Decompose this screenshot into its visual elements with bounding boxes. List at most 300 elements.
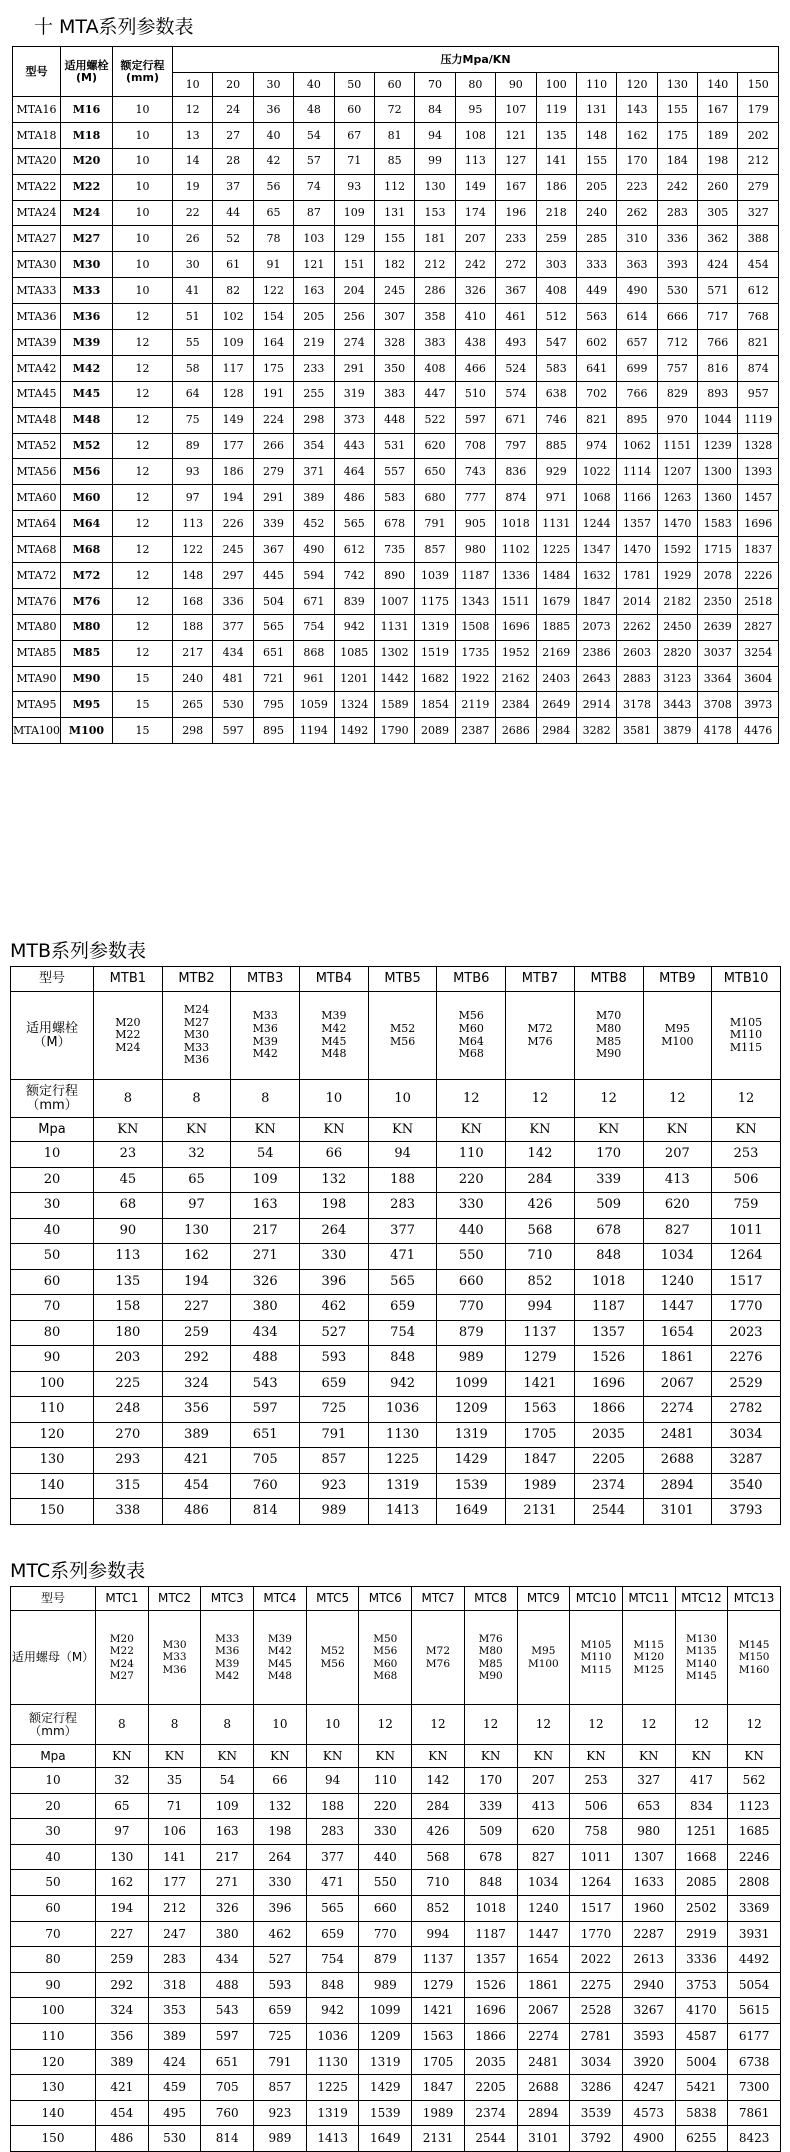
mta-model-cell: MTA36 [13, 304, 61, 330]
mtb-bolt-size: M33 [183, 1040, 210, 1054]
mta-force-cell: 448 [374, 407, 414, 433]
mtc-force-cell: 283 [148, 1947, 201, 1973]
mta-force-cell: 2226 [738, 563, 779, 589]
mta-force-cell: 438 [455, 330, 495, 356]
mta-force-cell: 571 [698, 278, 738, 304]
mtc-force-cell: 923 [254, 2100, 307, 2126]
mtc-force-cell: 1633 [622, 1870, 675, 1896]
table-row [11, 1921, 781, 1947]
mtc-bolt-size: M145 [738, 1639, 770, 1652]
mta-model-cell: MTA18 [13, 122, 61, 148]
mta-force-cell: 821 [738, 330, 779, 356]
mtb-force-cell: 2688 [643, 1448, 712, 1474]
mta-force-cell: 162 [617, 122, 657, 148]
mtb-mpa-cell: 140 [11, 1473, 94, 1499]
mtc-bolt-cell [570, 1611, 623, 1705]
mta-model-cell: MTA24 [13, 200, 61, 226]
mtb-force-cell: 660 [437, 1269, 506, 1295]
mta-force-cell: 1360 [698, 485, 738, 511]
mta-force-cell: 26 [173, 226, 213, 252]
mtb-unit-cell: KN [300, 1118, 369, 1142]
mtb-mpa-cell: 60 [11, 1269, 94, 1295]
mtc-force-cell: 3336 [675, 1947, 728, 1973]
mtc-bolt-size: M85 [478, 1657, 503, 1670]
mtc-force-cell: 678 [464, 1844, 517, 1870]
mtb-bolt-size: M95 [664, 1021, 690, 1035]
mta-force-cell: 486 [334, 485, 374, 511]
mta-force-cell: 1225 [536, 537, 576, 563]
mtc-force-cell: 1251 [675, 1819, 728, 1845]
mta-pressure-cell: 70 [415, 73, 455, 97]
mtb-force-cell: 1034 [643, 1244, 712, 1270]
mta-force-cell: 2014 [617, 588, 657, 614]
table-row [13, 511, 779, 537]
mtb-stroke-cell: 12 [712, 1080, 781, 1118]
mta-force-cell: 1263 [657, 485, 697, 511]
table-row [11, 1295, 781, 1321]
mta-stroke-cell: 10 [113, 122, 173, 148]
mtb-force-cell: 356 [162, 1397, 231, 1423]
mtc-force-cell: 380 [201, 1921, 254, 1947]
mta-force-cell: 194 [213, 485, 253, 511]
mta-force-cell: 122 [173, 537, 213, 563]
mta-force-cell: 78 [253, 226, 293, 252]
mtc-force-cell: 3034 [570, 2049, 623, 2075]
mta-force-cell: 1119 [738, 407, 779, 433]
mta-force-cell: 434 [213, 640, 253, 666]
mta-force-cell: 163 [294, 278, 334, 304]
mtb-bolt-size: M39 [321, 1009, 347, 1023]
mtc-force-cell: 4247 [622, 2075, 675, 2101]
mtc-bolt-cell [148, 1611, 201, 1705]
mtc-unit-cell: KN [464, 1745, 517, 1768]
mtc-bolt-cell [254, 1611, 307, 1705]
table-row [13, 252, 779, 278]
mtc-bolt-cell [517, 1611, 570, 1705]
mtc-force-cell: 1770 [570, 1921, 623, 1947]
mta-pressure-cell: 110 [576, 73, 616, 97]
mtc-bolt-size: M27 [109, 1669, 134, 1682]
mta-force-cell: 367 [253, 537, 293, 563]
mta-force-cell: 207 [455, 226, 495, 252]
mtb-force-cell: 170 [574, 1142, 643, 1168]
mtb-bolt-size: M80 [596, 1021, 622, 1035]
mtb-force-cell: 1861 [643, 1346, 712, 1372]
mtb-mpa-cell: 90 [11, 1346, 94, 1372]
mtc-force-cell: 2481 [517, 2049, 570, 2075]
mta-force-cell: 1682 [415, 666, 455, 692]
mtb-force-cell: 509 [574, 1193, 643, 1219]
mta-pressure-cell: 90 [496, 73, 536, 97]
mtc-force-cell: 162 [96, 1870, 149, 1896]
mta-force-cell: 14 [173, 148, 213, 174]
mta-force-cell: 129 [334, 226, 374, 252]
mtc-force-cell: 7300 [728, 2075, 781, 2101]
mta-force-cell: 895 [253, 718, 293, 744]
mtb-model-cell: MTB6 [437, 967, 506, 992]
mtb-unit-cell: KN [643, 1118, 712, 1142]
mta-force-cell: 1519 [415, 640, 455, 666]
mtc-bolt-size: M150 [738, 1651, 770, 1664]
mtb-force-cell: 284 [506, 1167, 575, 1193]
mta-force-cell: 1847 [576, 588, 616, 614]
mta-pressure-cell: 80 [455, 73, 495, 97]
mtc-stroke-cell: 12 [412, 1705, 465, 1745]
mtc-force-cell: 770 [359, 1921, 412, 1947]
mta-stroke-cell: 12 [113, 330, 173, 356]
mtb-stroke-cell: 12 [574, 1080, 643, 1118]
mtb-force-cell: 434 [231, 1320, 300, 1346]
mtb-force-cell: 568 [506, 1218, 575, 1244]
mtc-force-cell: 110 [359, 1768, 412, 1794]
mtc-model-cell: MTC5 [306, 1587, 359, 1611]
mtb-model-cell: MTB10 [712, 967, 781, 992]
mtc-force-cell: 758 [570, 1819, 623, 1845]
table-row [11, 1269, 781, 1295]
mtc-force-cell: 3101 [517, 2126, 570, 2152]
mtc-force-cell: 1357 [464, 1947, 517, 1973]
mtc-mpa-cell: 80 [11, 1947, 96, 1973]
mtb-model-cell: MTB4 [300, 967, 369, 992]
mtb-force-cell: 396 [300, 1269, 369, 1295]
mta-force-cell: 196 [496, 200, 536, 226]
mtb-unit-cell: KN [94, 1118, 163, 1142]
mta-model-cell: MTA48 [13, 407, 61, 433]
mtc-force-cell: 271 [201, 1870, 254, 1896]
mtc-mpa-cell: 100 [11, 1998, 96, 2024]
mtb-force-cell: 330 [437, 1193, 506, 1219]
mta-force-cell: 198 [698, 148, 738, 174]
mta-force-cell: 905 [455, 511, 495, 537]
mta-header-row [13, 47, 779, 73]
table-row [13, 485, 779, 511]
mtc-force-cell: 1099 [359, 1998, 412, 2024]
mtb-force-cell: 421 [162, 1448, 231, 1474]
mtb-force-cell: 326 [231, 1269, 300, 1295]
mtb-force-cell: 1319 [368, 1473, 437, 1499]
mtb-force-cell: 1011 [712, 1218, 781, 1244]
mta-force-cell: 597 [455, 407, 495, 433]
mtc-force-cell: 827 [517, 1844, 570, 1870]
mta-force-cell: 651 [253, 640, 293, 666]
mtc-force-cell: 848 [306, 1972, 359, 1998]
mta-force-cell: 72 [374, 97, 414, 123]
mta-force-cell: 874 [496, 485, 536, 511]
mta-force-cell: 202 [738, 122, 779, 148]
mta-stroke-cell: 12 [113, 563, 173, 589]
mtc-unit-cell: KN [254, 1745, 307, 1768]
mta-force-cell: 3581 [617, 718, 657, 744]
mta-force-cell: 1207 [657, 459, 697, 485]
mta-bolt-cell: M27 [61, 226, 113, 252]
mta-force-cell: 1151 [657, 433, 697, 459]
mta-force-cell: 218 [536, 200, 576, 226]
mtb-model-cell: MTB8 [574, 967, 643, 992]
mtc-force-cell: 1866 [464, 2023, 517, 2049]
mta-force-cell: 75 [173, 407, 213, 433]
mtc-force-cell: 879 [359, 1947, 412, 1973]
mta-force-cell: 383 [415, 330, 455, 356]
mtb-force-cell: 45 [94, 1167, 163, 1193]
mtc-force-cell: 284 [412, 1793, 465, 1819]
mtb-force-cell: 271 [231, 1244, 300, 1270]
mtc-force-cell: 488 [201, 1972, 254, 1998]
mtc-force-cell: 2287 [622, 1921, 675, 1947]
mtb-bolt-size: M20 [115, 1015, 141, 1029]
mta-force-cell: 255 [294, 381, 334, 407]
mtc-force-cell: 377 [306, 1844, 359, 1870]
mta-force-cell: 119 [536, 97, 576, 123]
mta-model-cell: MTA80 [13, 614, 61, 640]
mta-force-cell: 678 [374, 511, 414, 537]
mta-stroke-cell: 12 [113, 407, 173, 433]
mtc-force-cell: 994 [412, 1921, 465, 1947]
mtc-force-cell: 1847 [412, 2075, 465, 2101]
mtc-force-cell: 330 [254, 1870, 307, 1896]
mta-force-cell: 36 [253, 97, 293, 123]
mtc-force-cell: 2022 [570, 1947, 623, 1973]
mtb-bolt-cell [94, 992, 163, 1080]
mtb-force-cell: 759 [712, 1193, 781, 1219]
mta-bolt-cell: M60 [61, 485, 113, 511]
mtc-bolt-size: M45 [267, 1657, 292, 1670]
mta-force-cell: 2073 [576, 614, 616, 640]
mta-force-cell: 1062 [617, 433, 657, 459]
mtc-force-cell: 94 [306, 1768, 359, 1794]
mta-force-cell: 530 [213, 692, 253, 718]
mtc-bolt-size: M115 [633, 1639, 665, 1652]
mtb-force-cell: 705 [231, 1448, 300, 1474]
mtc-bolt-size: M120 [633, 1651, 665, 1664]
mtc-stroke-cell: 12 [570, 1705, 623, 1745]
mtc-force-cell: 462 [254, 1921, 307, 1947]
mtb-unit-cell: KN [574, 1118, 643, 1142]
mta-bolt-cell: M76 [61, 588, 113, 614]
mtb-force-cell: 462 [300, 1295, 369, 1321]
mtc-force-cell: 1517 [570, 1895, 623, 1921]
mta-force-cell: 2643 [576, 666, 616, 692]
mtb-bolt-cell [162, 992, 231, 1080]
mta-stroke-cell: 10 [113, 200, 173, 226]
mta-force-cell: 1239 [698, 433, 738, 459]
mtb-bolt-size: M90 [596, 1047, 622, 1061]
mtc-force-cell: 292 [96, 1972, 149, 1998]
mta-force-cell: 712 [657, 330, 697, 356]
mtc-force-cell: 4170 [675, 1998, 728, 2024]
mtb-force-cell: 162 [162, 1244, 231, 1270]
mtc-label-stroke: 额定行程（mm） [11, 1705, 96, 1745]
table-row [11, 1819, 781, 1845]
mtb-force-cell: 3034 [712, 1422, 781, 1448]
mta-force-cell: 671 [294, 588, 334, 614]
mtb-force-cell: 550 [437, 1244, 506, 1270]
mta-bolt-cell: M95 [61, 692, 113, 718]
mta-force-cell: 857 [415, 537, 455, 563]
mta-force-cell: 3879 [657, 718, 697, 744]
mtb-force-cell: 486 [162, 1499, 231, 1525]
mta-force-cell: 81 [374, 122, 414, 148]
mtc-unit-cell: KN [148, 1745, 201, 1768]
mtc-force-cell: 2919 [675, 1921, 728, 1947]
mta-force-cell: 371 [294, 459, 334, 485]
mtb-bolt-size: M39 [252, 1034, 278, 1048]
mtb-force-cell: 942 [368, 1371, 437, 1397]
mtb-force-cell: 198 [300, 1193, 369, 1219]
mta-model-cell: MTA27 [13, 226, 61, 252]
mtc-stroke-cell: 12 [675, 1705, 728, 1745]
table-row [11, 1193, 781, 1219]
mtc-bolt-cell [675, 1611, 728, 1705]
mtc-force-cell: 1705 [412, 2049, 465, 2075]
mtc-model-cell: MTC10 [570, 1587, 623, 1611]
mtb-model-cell: MTB5 [368, 967, 437, 992]
mtc-unit-cell: KN [675, 1745, 728, 1768]
mta-force-cell: 60 [334, 97, 374, 123]
mtc-force-cell: 71 [148, 1793, 201, 1819]
mta-force-cell: 757 [657, 355, 697, 381]
mtb-force-cell: 1770 [712, 1295, 781, 1321]
mta-stroke-cell: 12 [113, 459, 173, 485]
mta-force-cell: 971 [536, 485, 576, 511]
mtc-force-cell: 1319 [359, 2049, 412, 2075]
mtb-force-cell: 2023 [712, 1320, 781, 1346]
mta-force-cell: 65 [253, 200, 293, 226]
mtc-force-cell: 659 [254, 1998, 307, 2024]
mtb-force-cell: 2374 [574, 1473, 643, 1499]
mtc-stroke-cell: 12 [728, 1705, 781, 1745]
mta-stroke-cell: 12 [113, 355, 173, 381]
mta-force-cell: 44 [213, 200, 253, 226]
mta-force-cell: 28 [213, 148, 253, 174]
table-row [13, 148, 779, 174]
mtc-label-model: 型号 [11, 1587, 96, 1611]
mta-force-cell: 149 [213, 407, 253, 433]
mta-force-cell: 112 [374, 174, 414, 200]
mta-force-cell: 212 [415, 252, 455, 278]
mta-bolt-cell: M45 [61, 381, 113, 407]
mta-force-cell: 1357 [617, 511, 657, 537]
mta-force-cell: 650 [415, 459, 455, 485]
mtc-stroke-cell: 12 [359, 1705, 412, 1745]
mta-force-cell: 1484 [536, 563, 576, 589]
mtc-force-cell: 2275 [570, 1972, 623, 1998]
mta-force-cell: 389 [294, 485, 334, 511]
mta-force-cell: 131 [576, 97, 616, 123]
mtb-unit-cell: KN [368, 1118, 437, 1142]
mta-force-cell: 3178 [617, 692, 657, 718]
mtb-force-cell: 2544 [574, 1499, 643, 1525]
mtc-bolt-cell [412, 1611, 465, 1705]
mtc-unit-cell: KN [517, 1745, 570, 1768]
mta-force-cell: 671 [496, 407, 536, 433]
mta-force-cell: 1175 [415, 588, 455, 614]
table-row [13, 666, 779, 692]
mtb-force-cell: 994 [506, 1295, 575, 1321]
mta-force-cell: 1114 [617, 459, 657, 485]
mta-force-cell: 61 [213, 252, 253, 278]
mta-model-cell: MTA45 [13, 381, 61, 407]
mta-model-cell: MTA90 [13, 666, 61, 692]
mtc-force-cell: 527 [254, 1947, 307, 1973]
mtc-bolt-size: M36 [215, 1645, 240, 1658]
mta-force-cell: 443 [334, 433, 374, 459]
table-row [13, 433, 779, 459]
mta-header-model: 型号 [13, 47, 61, 97]
mta-force-cell: 721 [253, 666, 293, 692]
mta-pressure-cell: 140 [698, 73, 738, 97]
mtb-force-cell: 1989 [506, 1473, 575, 1499]
mtb-stroke-cell: 8 [162, 1080, 231, 1118]
mta-force-cell: 1715 [698, 537, 738, 563]
mta-bolt-cell: M85 [61, 640, 113, 666]
mtc-stroke-cell: 12 [464, 1705, 517, 1745]
mta-force-cell: 742 [334, 563, 374, 589]
mtb-force-cell: 158 [94, 1295, 163, 1321]
mtc-force-cell: 5421 [675, 2075, 728, 2101]
mtc-force-cell: 247 [148, 1921, 201, 1947]
mta-force-cell: 464 [334, 459, 374, 485]
mta-model-cell: MTA16 [13, 97, 61, 123]
mta-force-cell: 2820 [657, 640, 697, 666]
mta-model-cell: MTA72 [13, 563, 61, 589]
table-row [13, 588, 779, 614]
mta-force-cell: 2350 [698, 588, 738, 614]
mtb-force-cell: 565 [368, 1269, 437, 1295]
mtb-force-cell: 270 [94, 1422, 163, 1448]
mta-bolt-cell: M68 [61, 537, 113, 563]
mta-model-cell: MTA56 [13, 459, 61, 485]
mta-force-cell: 754 [294, 614, 334, 640]
mtc-model-cell: MTC4 [254, 1587, 307, 1611]
mtb-force-cell: 1539 [437, 1473, 506, 1499]
mtb-force-cell: 109 [231, 1167, 300, 1193]
mtb-force-cell: 1209 [437, 1397, 506, 1423]
mtb-bolt-row [11, 992, 781, 1080]
mtc-bolt-size: M130 [686, 1633, 717, 1646]
mta-force-cell: 2403 [536, 666, 576, 692]
mta-force-cell: 204 [334, 278, 374, 304]
mta-force-cell: 766 [698, 330, 738, 356]
mta-force-cell: 942 [334, 614, 374, 640]
mtc-force-cell: 2035 [464, 2049, 517, 2075]
mtc-force-cell: 1130 [306, 2049, 359, 2075]
mtb-bolt-size: M24 [183, 1002, 210, 1016]
mtb-force-cell: 827 [643, 1218, 712, 1244]
mta-force-cell: 233 [294, 355, 334, 381]
mtb-stroke-cell: 8 [94, 1080, 163, 1118]
mta-force-cell: 449 [576, 278, 616, 304]
mtc-stroke-cell: 10 [306, 1705, 359, 1745]
mtb-force-cell: 283 [368, 1193, 437, 1219]
mta-force-cell: 245 [374, 278, 414, 304]
mtb-force-cell: 1099 [437, 1371, 506, 1397]
mtb-force-cell: 1429 [437, 1448, 506, 1474]
mta-force-cell: 297 [213, 563, 253, 589]
mta-force-cell: 48 [294, 97, 334, 123]
mta-force-cell: 466 [455, 355, 495, 381]
mta-force-cell: 3037 [698, 640, 738, 666]
mta-force-cell: 504 [253, 588, 293, 614]
mtc-force-cell: 1123 [728, 1793, 781, 1819]
mta-force-cell: 612 [738, 278, 779, 304]
table-row [13, 563, 779, 589]
mtc-bolt-size: M50 [373, 1633, 398, 1646]
mta-pressure-cell: 50 [334, 73, 374, 97]
mta-stroke-cell: 12 [113, 640, 173, 666]
mta-force-cell: 109 [213, 330, 253, 356]
mta-force-cell: 1131 [374, 614, 414, 640]
mta-force-cell: 1007 [374, 588, 414, 614]
